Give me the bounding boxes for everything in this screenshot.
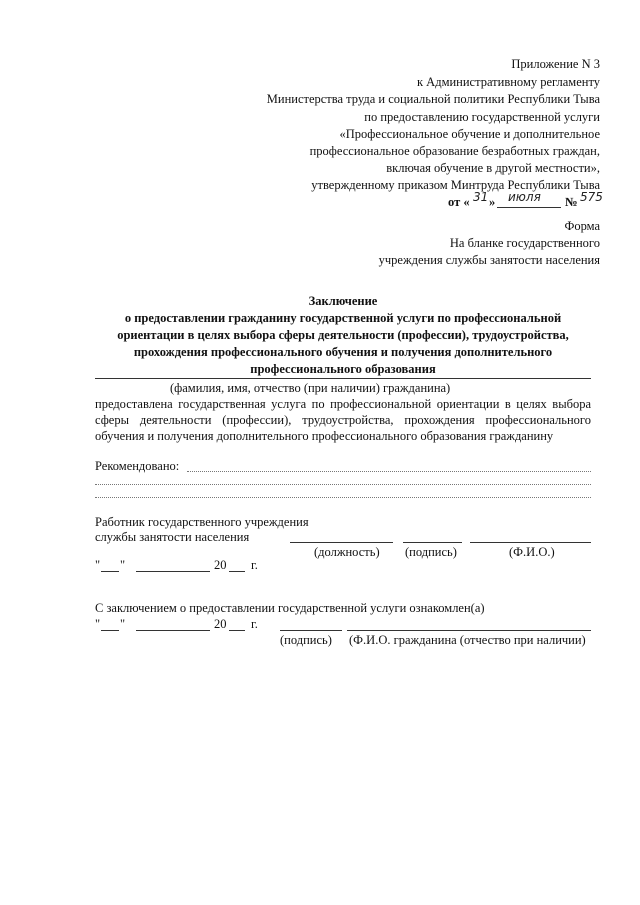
date-quote: " xyxy=(120,617,126,631)
date-year-prefix: 20 xyxy=(214,617,227,631)
date-month-line xyxy=(497,207,561,208)
annex-line: Министерства труда и социальной политики Республики Тыва xyxy=(266,92,600,106)
annex-line: включая обучение в другой местности», xyxy=(386,161,600,175)
position-caption: (должность) xyxy=(314,545,380,559)
title-line: профессионального образования xyxy=(250,362,436,376)
date-year-field[interactable] xyxy=(229,630,245,631)
date-day-field[interactable] xyxy=(101,571,119,572)
citizen-fio-caption: (Ф.И.О. гражданина (отчество при наличии) xyxy=(349,633,586,647)
date-prefix: от « xyxy=(448,195,470,209)
recommended-field[interactable] xyxy=(95,484,591,485)
form-label: Форма xyxy=(564,219,600,233)
worker-label-line: службы занятости населения xyxy=(95,530,250,544)
date-day-handwritten: 31 xyxy=(473,190,489,204)
title-line: прохождения профессионального обучения и получения дополнительного xyxy=(133,345,553,359)
title-heading: Заключение xyxy=(308,294,378,308)
body-paragraph-line: обучения и получения дополнительного профессионального образования гражданину xyxy=(95,429,554,443)
date-quote: " xyxy=(120,558,126,572)
form-blank-line: учреждения службы занятости населения xyxy=(378,253,600,267)
position-field[interactable] xyxy=(290,542,393,543)
recommended-field[interactable] xyxy=(95,497,591,498)
body-paragraph-line: сферы деятельности (профессии), трудоустройства, прохождения профессионального xyxy=(95,413,591,427)
title-line: ориентации в целях выбора сферы деятельности (профессии), трудоустройства, xyxy=(117,328,569,342)
citizen-name-field[interactable] xyxy=(95,378,591,379)
fio-field[interactable] xyxy=(470,542,591,543)
annex-line: профессиональное образование безработных граждан, xyxy=(309,144,600,158)
signature-caption: (подпись) xyxy=(405,545,457,559)
annex-line: к Административному регламенту xyxy=(416,75,600,89)
date-year-suffix: г. xyxy=(251,617,258,631)
recommended-field[interactable] xyxy=(187,471,591,472)
citizen-signature-caption: (подпись) xyxy=(280,633,332,647)
date-year-field[interactable] xyxy=(229,571,245,572)
date-month-field[interactable] xyxy=(136,571,210,572)
annex-line: по предоставлению государственной услуги xyxy=(364,110,600,124)
recommended-label: Рекомендовано: xyxy=(95,459,180,473)
citizen-fio-field[interactable] xyxy=(347,630,591,631)
worker-label-line: Работник государственного учреждения xyxy=(95,515,309,529)
form-blank-line: На бланке государственного xyxy=(449,236,600,250)
annex-line: утвержденному приказом Минтруда Республики Тыва xyxy=(311,178,600,192)
date-month-handwritten: июля xyxy=(508,190,541,204)
date-year-prefix: 20 xyxy=(214,558,227,572)
date-mid: » xyxy=(489,195,496,209)
date-year-suffix: г. xyxy=(251,558,258,572)
date-quote: " xyxy=(95,558,101,572)
annex-number: Приложение N 3 xyxy=(511,57,600,71)
body-paragraph-line: предоставлена государственная услуга по профессиональной ориентации в целях выбора xyxy=(95,397,591,411)
date-quote: " xyxy=(95,617,101,631)
signature-field[interactable] xyxy=(403,542,462,543)
title-line: о предоставлении гражданину государственной услуги по профессиональной xyxy=(124,311,562,325)
annex-line: «Профессиональное обучение и дополнительное xyxy=(339,127,600,141)
number-sign: № xyxy=(565,195,578,209)
date-month-field[interactable] xyxy=(136,630,210,631)
fio-caption: (Ф.И.О.) xyxy=(509,545,555,559)
citizen-signature-field[interactable] xyxy=(280,630,342,631)
date-day-field[interactable] xyxy=(101,630,119,631)
acquainted-text: С заключением о предоставлении государственной услуги ознакомлен(а) xyxy=(95,601,485,615)
citizen-name-caption: (фамилия, имя, отчество (при наличии) гражданина) xyxy=(170,381,451,395)
number-handwritten: 575 xyxy=(580,190,603,204)
